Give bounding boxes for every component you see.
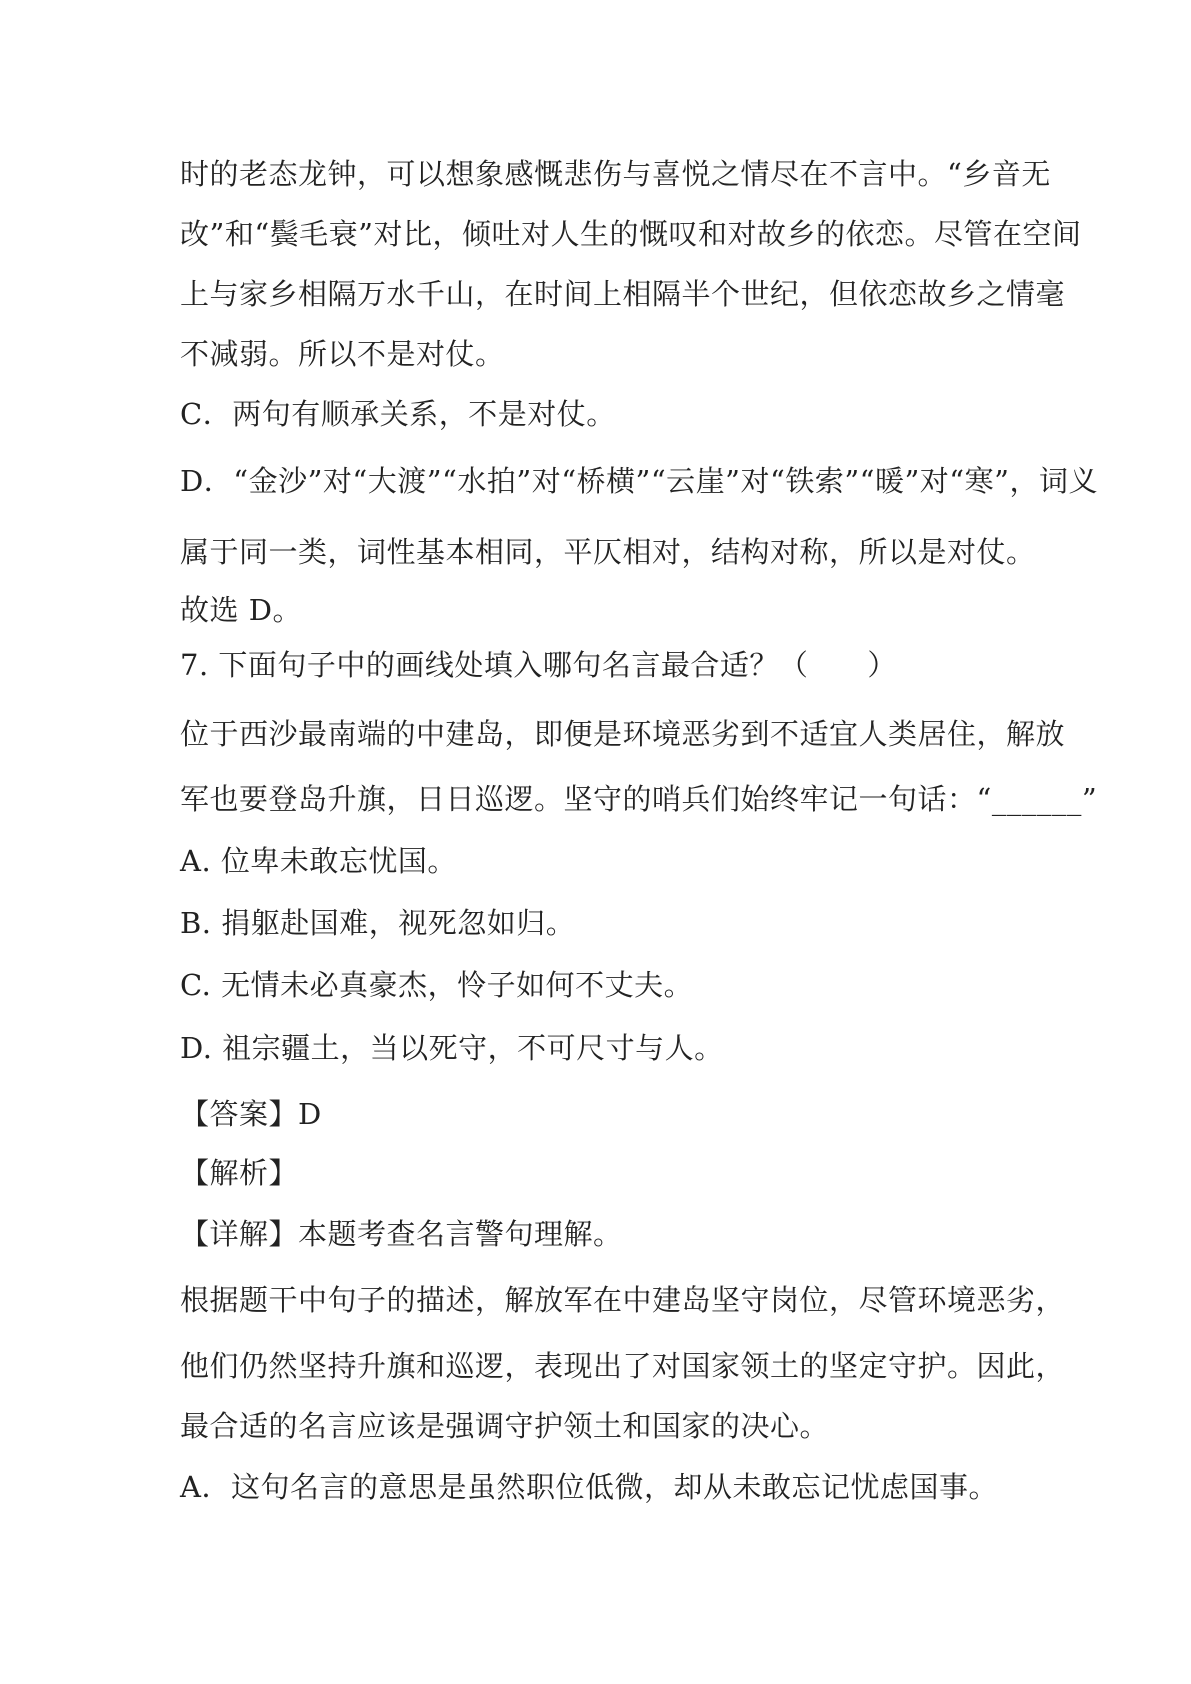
paragraph-line: 不减弱。所以不是对仗。 bbox=[180, 337, 505, 371]
question-7-title: 7. 下面句子中的画线处填入哪句名言最合适？（ ） bbox=[180, 648, 897, 682]
paragraph-line: 改”和“鬓毛衰”对比，倾吐对人生的慨叹和对故乡的依恋。尽管在空间 bbox=[180, 217, 1082, 251]
option-a-analysis: A．这句名言的意思是虽然职位低微，却从未敢忘记忧虑国事。 bbox=[180, 1470, 998, 1504]
question-7-text: 军也要登岛升旗，日日巡逻。坚守的哨兵们始终牢记一句话：“______” bbox=[180, 782, 1098, 816]
option-a: A. 位卑未敢忘忧国。 bbox=[180, 844, 457, 878]
paragraph-line: 时的老态龙钟，可以想象感慨悲伤与喜悦之情尽在不言中。“乡音无 bbox=[180, 157, 1051, 191]
option-c: C. 无情未必真豪杰，怜子如何不丈夫。 bbox=[180, 968, 694, 1002]
conclusion-line: 故选 D。 bbox=[180, 593, 302, 627]
analysis-heading: 【解析】 bbox=[180, 1156, 299, 1190]
detail-heading: 【详解】本题考查名言警句理解。 bbox=[180, 1217, 623, 1251]
option-c-analysis: C．两句有顺承关系，不是对仗。 bbox=[180, 397, 616, 431]
paragraph-line: 属于同一类，词性基本相同，平仄相对，结构对称，所以是对仗。 bbox=[180, 535, 1036, 569]
paragraph-line: 根据题干中句子的描述，解放军在中建岛坚守岗位，尽管环境恶劣， bbox=[180, 1283, 1066, 1317]
option-d-analysis: D．“金沙”对“大渡”“水拍”对“桥横”“云崖”对“铁索”“暖”对“寒”，词义 bbox=[180, 464, 1098, 498]
paragraph-line: 上与家乡相隔万水千山，在时间上相隔半个世纪，但依恋故乡之情毫 bbox=[180, 277, 1066, 311]
option-b: B. 捐躯赴国难，视死忽如归。 bbox=[180, 906, 576, 940]
paragraph-line: 最合适的名言应该是强调守护领土和国家的决心。 bbox=[180, 1409, 830, 1443]
question-7-text: 位于西沙最南端的中建岛，即便是环境恶劣到不适宜人类居住，解放 bbox=[180, 717, 1066, 751]
paragraph-line: 他们仍然坚持升旗和巡逻，表现出了对国家领土的坚定守护。因此， bbox=[180, 1349, 1066, 1383]
answer-line: 【答案】D bbox=[180, 1097, 322, 1131]
option-d: D. 祖宗疆土，当以死守，不可尺寸与人。 bbox=[180, 1031, 724, 1065]
